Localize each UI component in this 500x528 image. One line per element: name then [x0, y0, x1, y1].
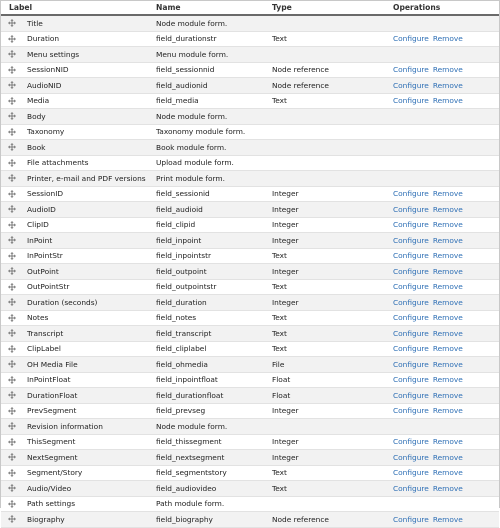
field-name: field_biography	[156, 514, 213, 524]
operations-cell	[393, 419, 499, 435]
configure-link[interactable]: Configure	[393, 282, 429, 292]
remove-link[interactable]: Remove	[432, 220, 463, 230]
operations-cell	[393, 62, 499, 78]
operations-cell	[393, 341, 499, 357]
drag-handle-icon[interactable]	[8, 174, 16, 182]
field-label: Audio/Video	[27, 483, 72, 493]
configure-link[interactable]: Configure	[393, 297, 429, 307]
field-name: field_sessionid	[156, 189, 210, 199]
remove-link[interactable]: Remove	[432, 297, 463, 307]
remove-link[interactable]: Remove	[432, 514, 463, 524]
drag-handle-icon[interactable]	[8, 19, 16, 27]
field-label: Biography	[27, 514, 65, 524]
configure-link[interactable]: Configure	[393, 34, 429, 44]
remove-link[interactable]: Remove	[432, 96, 463, 106]
table-row[interactable]	[1, 310, 499, 326]
operations-cell	[393, 186, 499, 202]
table-row[interactable]	[1, 481, 499, 497]
table-row[interactable]	[1, 465, 499, 481]
operations-cell	[393, 202, 499, 218]
drag-handle-icon[interactable]	[8, 345, 16, 353]
drag-handle-icon[interactable]	[8, 159, 16, 167]
table-header	[1, 1, 499, 15]
label-cell	[1, 357, 156, 373]
operations-cell	[393, 15, 499, 31]
field-name: field_audioid	[156, 204, 203, 214]
remove-link[interactable]: Remove	[432, 468, 463, 478]
field-name: Node module form.	[156, 421, 228, 431]
configure-link[interactable]: Configure	[393, 65, 429, 75]
label-cell	[1, 496, 156, 512]
operations-cell	[393, 109, 499, 125]
drag-handle-icon[interactable]	[8, 453, 16, 461]
configure-link[interactable]: Configure	[393, 235, 429, 245]
label-cell	[1, 264, 156, 280]
field-label: Taxonomy	[27, 127, 65, 137]
field-label: InPointFloat	[27, 375, 71, 385]
operations-cell	[393, 496, 499, 512]
field-label: Body	[27, 111, 46, 121]
header-label: Label	[1, 1, 156, 15]
configure-link[interactable]: Configure	[393, 359, 429, 369]
drag-handle-icon[interactable]	[8, 267, 16, 275]
drag-handle-icon[interactable]	[8, 35, 16, 43]
field-name: Print module form.	[156, 173, 225, 183]
configure-link[interactable]: Configure	[393, 313, 429, 323]
field-name: field_audiovideo	[156, 483, 217, 493]
field-name: field_clipid	[156, 220, 196, 230]
field-label: Duration (seconds)	[27, 297, 98, 307]
drag-handle-icon[interactable]	[8, 329, 16, 337]
operations-cell	[393, 248, 499, 264]
label-cell	[1, 450, 156, 466]
operations-cell	[393, 217, 499, 233]
remove-link[interactable]: Remove	[432, 282, 463, 292]
label-cell	[1, 419, 156, 435]
table-row[interactable]	[1, 388, 499, 404]
operations-cell	[393, 155, 499, 171]
field-type: Text	[272, 282, 287, 292]
label-cell	[1, 124, 156, 140]
field-name: field_sessionnid	[156, 65, 215, 75]
field-type: Integer	[272, 220, 299, 230]
table-row[interactable]	[1, 15, 499, 31]
drag-handle-icon[interactable]	[8, 128, 16, 136]
drag-handle-icon[interactable]	[8, 500, 16, 508]
drag-handle-icon[interactable]	[8, 221, 16, 229]
remove-link[interactable]: Remove	[432, 452, 463, 462]
field-type: Integer	[272, 406, 299, 416]
label-cell	[1, 217, 156, 233]
field-type	[272, 496, 393, 512]
field-name: field_notes	[156, 313, 197, 323]
field-type	[272, 109, 393, 125]
field-type: Integer	[272, 437, 299, 447]
remove-link[interactable]: Remove	[432, 189, 463, 199]
operations-cell	[393, 512, 499, 528]
field-label: NextSegment	[27, 452, 78, 462]
field-type: Integer	[272, 452, 299, 462]
field-type: Node reference	[272, 514, 329, 524]
configure-link[interactable]: Configure	[393, 96, 429, 106]
remove-link[interactable]: Remove	[432, 65, 463, 75]
field-type: Float	[272, 390, 291, 400]
drag-handle-icon[interactable]	[8, 314, 16, 322]
remove-link[interactable]: Remove	[432, 328, 463, 338]
field-type	[272, 15, 393, 31]
label-cell	[1, 248, 156, 264]
field-name: Taxonomy module form.	[156, 127, 246, 137]
field-type: Integer	[272, 235, 299, 245]
drag-handle-icon[interactable]	[8, 236, 16, 244]
label-cell	[1, 341, 156, 357]
table-row[interactable]	[1, 47, 499, 63]
field-name: field_duration	[156, 297, 207, 307]
remove-link[interactable]: Remove	[432, 266, 463, 276]
configure-link[interactable]: Configure	[393, 80, 429, 90]
field-name: field_durationfloat	[156, 390, 224, 400]
field-name: field_durationstr	[156, 34, 217, 44]
field-name: field_cliplabel	[156, 344, 207, 354]
field-label: Printer, e-mail and PDF versions	[27, 173, 146, 183]
field-type: File	[272, 359, 285, 369]
field-name: Path module form.	[156, 499, 225, 509]
label-cell	[1, 93, 156, 109]
table-row[interactable]	[1, 434, 499, 450]
remove-link[interactable]: Remove	[432, 235, 463, 245]
field-name: field_nextsegment	[156, 452, 225, 462]
field-name: field_audionid	[156, 80, 208, 90]
table-row[interactable]	[1, 31, 499, 47]
field-name: Book module form.	[156, 142, 227, 152]
configure-link[interactable]: Configure	[393, 390, 429, 400]
table-row[interactable]	[1, 186, 499, 202]
drag-handle-icon[interactable]	[8, 360, 16, 368]
remove-link[interactable]: Remove	[432, 390, 463, 400]
field-label: AudioID	[27, 204, 56, 214]
table-body	[1, 15, 499, 527]
field-type: Node reference	[272, 65, 329, 75]
field-name: Node module form.	[156, 18, 228, 28]
field-name: Menu module form.	[156, 49, 229, 59]
label-cell	[1, 512, 156, 528]
field-type	[272, 171, 393, 187]
label-cell	[1, 140, 156, 156]
field-type: Text	[272, 483, 287, 493]
table-row[interactable]	[1, 202, 499, 218]
field-label: DurationFloat	[27, 390, 78, 400]
operations-cell	[393, 93, 499, 109]
field-label: InPointStr	[27, 251, 63, 261]
field-name: field_inpoint	[156, 235, 202, 245]
remove-link[interactable]: Remove	[432, 483, 463, 493]
field-type	[272, 124, 393, 140]
table-row[interactable]	[1, 264, 499, 280]
operations-cell	[393, 264, 499, 280]
label-cell	[1, 465, 156, 481]
table-row[interactable]	[1, 326, 499, 342]
operations-cell	[393, 171, 499, 187]
configure-link[interactable]: Configure	[393, 251, 429, 261]
field-type: Integer	[272, 189, 299, 199]
field-name: field_segmentstory	[156, 468, 227, 478]
field-label: ThisSegment	[27, 437, 76, 447]
drag-handle-icon[interactable]	[8, 391, 16, 399]
field-name: field_inpointstr	[156, 251, 212, 261]
table-row[interactable]	[1, 512, 499, 528]
label-cell	[1, 202, 156, 218]
configure-link[interactable]: Configure	[393, 204, 429, 214]
label-cell	[1, 279, 156, 295]
field-type	[272, 47, 393, 63]
operations-cell	[393, 279, 499, 295]
drag-handle-icon[interactable]	[8, 252, 16, 260]
header-operations: Operations	[393, 1, 499, 15]
configure-link[interactable]: Configure	[393, 468, 429, 478]
fields-table	[1, 1, 499, 528]
operations-cell	[393, 481, 499, 497]
table-row[interactable]	[1, 217, 499, 233]
configure-link[interactable]: Configure	[393, 483, 429, 493]
label-cell	[1, 62, 156, 78]
operations-cell	[393, 78, 499, 94]
label-cell	[1, 326, 156, 342]
label-cell	[1, 295, 156, 311]
drag-handle-icon[interactable]	[8, 205, 16, 213]
field-label: PrevSegment	[27, 406, 77, 416]
field-label: Transcript	[27, 328, 64, 338]
table-row[interactable]	[1, 109, 499, 125]
configure-link[interactable]: Configure	[393, 220, 429, 230]
label-cell	[1, 47, 156, 63]
field-name: field_inpointfloat	[156, 375, 218, 385]
field-label: ClipLabel	[27, 344, 61, 354]
table-row[interactable]	[1, 450, 499, 466]
table-row[interactable]	[1, 124, 499, 140]
operations-cell	[393, 450, 499, 466]
drag-handle-icon[interactable]	[8, 298, 16, 306]
configure-link[interactable]: Configure	[393, 266, 429, 276]
label-cell	[1, 388, 156, 404]
field-name: field_media	[156, 96, 199, 106]
field-label: ClipID	[27, 220, 49, 230]
operations-cell	[393, 233, 499, 249]
label-cell	[1, 15, 156, 31]
label-cell	[1, 403, 156, 419]
operations-cell	[393, 124, 499, 140]
drag-handle-icon[interactable]	[8, 112, 16, 120]
operations-cell	[393, 357, 499, 373]
field-name: field_outpoint	[156, 266, 207, 276]
table-row[interactable]	[1, 93, 499, 109]
field-type: Integer	[272, 297, 299, 307]
field-label: SessionNID	[27, 65, 69, 75]
operations-cell	[393, 47, 499, 63]
remove-link[interactable]: Remove	[432, 344, 463, 354]
field-label: OutPointStr	[27, 282, 70, 292]
operations-cell	[393, 434, 499, 450]
operations-cell	[393, 140, 499, 156]
operations-cell	[393, 403, 499, 419]
table-row[interactable]	[1, 419, 499, 435]
field-type: Text	[272, 251, 287, 261]
field-name: field_thissegment	[156, 437, 222, 447]
field-label: Duration	[27, 34, 60, 44]
field-label: Book	[27, 142, 46, 152]
field-type: Text	[272, 344, 287, 354]
table-row[interactable]	[1, 155, 499, 171]
field-label: Path settings	[27, 499, 76, 509]
remove-link[interactable]: Remove	[432, 437, 463, 447]
table-row[interactable]	[1, 295, 499, 311]
field-name: Node module form.	[156, 111, 228, 121]
remove-link[interactable]: Remove	[432, 204, 463, 214]
drag-handle-icon[interactable]	[8, 66, 16, 74]
table-row[interactable]	[1, 62, 499, 78]
field-label: AudioNID	[27, 80, 62, 90]
label-cell	[1, 481, 156, 497]
field-type: Node reference	[272, 80, 329, 90]
table-row[interactable]	[1, 341, 499, 357]
label-cell	[1, 310, 156, 326]
remove-link[interactable]: Remove	[432, 251, 463, 261]
drag-handle-icon[interactable]	[8, 376, 16, 384]
field-type	[272, 155, 393, 171]
field-type: Text	[272, 328, 287, 338]
field-name: Upload module form.	[156, 158, 234, 168]
configure-link[interactable]: Configure	[393, 328, 429, 338]
field-label: InPoint	[27, 235, 53, 245]
table-row[interactable]	[1, 248, 499, 264]
label-cell	[1, 233, 156, 249]
label-cell	[1, 434, 156, 450]
field-type: Integer	[272, 266, 299, 276]
field-label: OutPoint	[27, 266, 59, 276]
remove-link[interactable]: Remove	[432, 359, 463, 369]
field-label: Menu settings	[27, 49, 80, 59]
field-name: field_prevseg	[156, 406, 206, 416]
configure-link[interactable]: Configure	[393, 189, 429, 199]
remove-link[interactable]: Remove	[432, 313, 463, 323]
label-cell	[1, 78, 156, 94]
label-cell	[1, 109, 156, 125]
field-label: Media	[27, 96, 50, 106]
table-row[interactable]	[1, 403, 499, 419]
field-name: field_outpointstr	[156, 282, 217, 292]
operations-cell	[393, 388, 499, 404]
drag-handle-icon[interactable]	[8, 283, 16, 291]
configure-link[interactable]: Configure	[393, 344, 429, 354]
configure-link[interactable]: Configure	[393, 514, 429, 524]
table-row[interactable]	[1, 372, 499, 388]
field-label: Title	[27, 18, 43, 28]
drag-handle-icon[interactable]	[8, 515, 16, 523]
drag-handle-icon[interactable]	[8, 190, 16, 198]
field-type: Text	[272, 96, 287, 106]
operations-cell	[393, 310, 499, 326]
field-type: Text	[272, 313, 287, 323]
configure-link[interactable]: Configure	[393, 437, 429, 447]
drag-handle-icon[interactable]	[8, 407, 16, 415]
table-row[interactable]	[1, 171, 499, 187]
field-label: OH Media File	[27, 359, 78, 369]
field-label: File attachments	[27, 158, 89, 168]
label-cell	[1, 155, 156, 171]
field-type: Text	[272, 34, 287, 44]
field-type	[272, 140, 393, 156]
drag-handle-icon[interactable]	[8, 143, 16, 151]
drag-handle-icon[interactable]	[8, 484, 16, 492]
drag-handle-icon[interactable]	[8, 81, 16, 89]
configure-link[interactable]: Configure	[393, 375, 429, 385]
label-cell	[1, 31, 156, 47]
field-label: Revision information	[27, 421, 103, 431]
field-label: Notes	[27, 313, 49, 323]
drag-handle-icon[interactable]	[8, 469, 16, 477]
field-name: field_transcript	[156, 328, 212, 338]
table-row[interactable]	[1, 496, 499, 512]
drag-handle-icon[interactable]	[8, 438, 16, 446]
operations-cell	[393, 372, 499, 388]
table-row[interactable]	[1, 357, 499, 373]
table-row[interactable]	[1, 279, 499, 295]
remove-link[interactable]: Remove	[432, 80, 463, 90]
operations-cell	[393, 465, 499, 481]
field-type	[272, 419, 393, 435]
drag-handle-icon[interactable]	[8, 422, 16, 430]
remove-link[interactable]: Remove	[432, 375, 463, 385]
remove-link[interactable]: Remove	[432, 406, 463, 416]
table-row[interactable]	[1, 233, 499, 249]
header-type: Type	[272, 1, 393, 15]
label-cell	[1, 186, 156, 202]
operations-cell	[393, 295, 499, 311]
configure-link[interactable]: Configure	[393, 452, 429, 462]
field-type: Float	[272, 375, 291, 385]
field-type: Text	[272, 468, 287, 478]
drag-handle-icon[interactable]	[8, 97, 16, 105]
operations-cell	[393, 326, 499, 342]
table-row[interactable]	[1, 140, 499, 156]
field-label: SessionID	[27, 189, 64, 199]
operations-cell	[393, 31, 499, 47]
configure-link[interactable]: Configure	[393, 406, 429, 416]
label-cell	[1, 372, 156, 388]
field-label: Segment/Story	[27, 468, 83, 478]
table-row[interactable]	[1, 78, 499, 94]
field-type: Integer	[272, 204, 299, 214]
label-cell	[1, 171, 156, 187]
header-name: Name	[156, 1, 272, 15]
field-name: field_ohmedia	[156, 359, 208, 369]
drag-handle-icon[interactable]	[8, 50, 16, 58]
remove-link[interactable]: Remove	[432, 34, 463, 44]
